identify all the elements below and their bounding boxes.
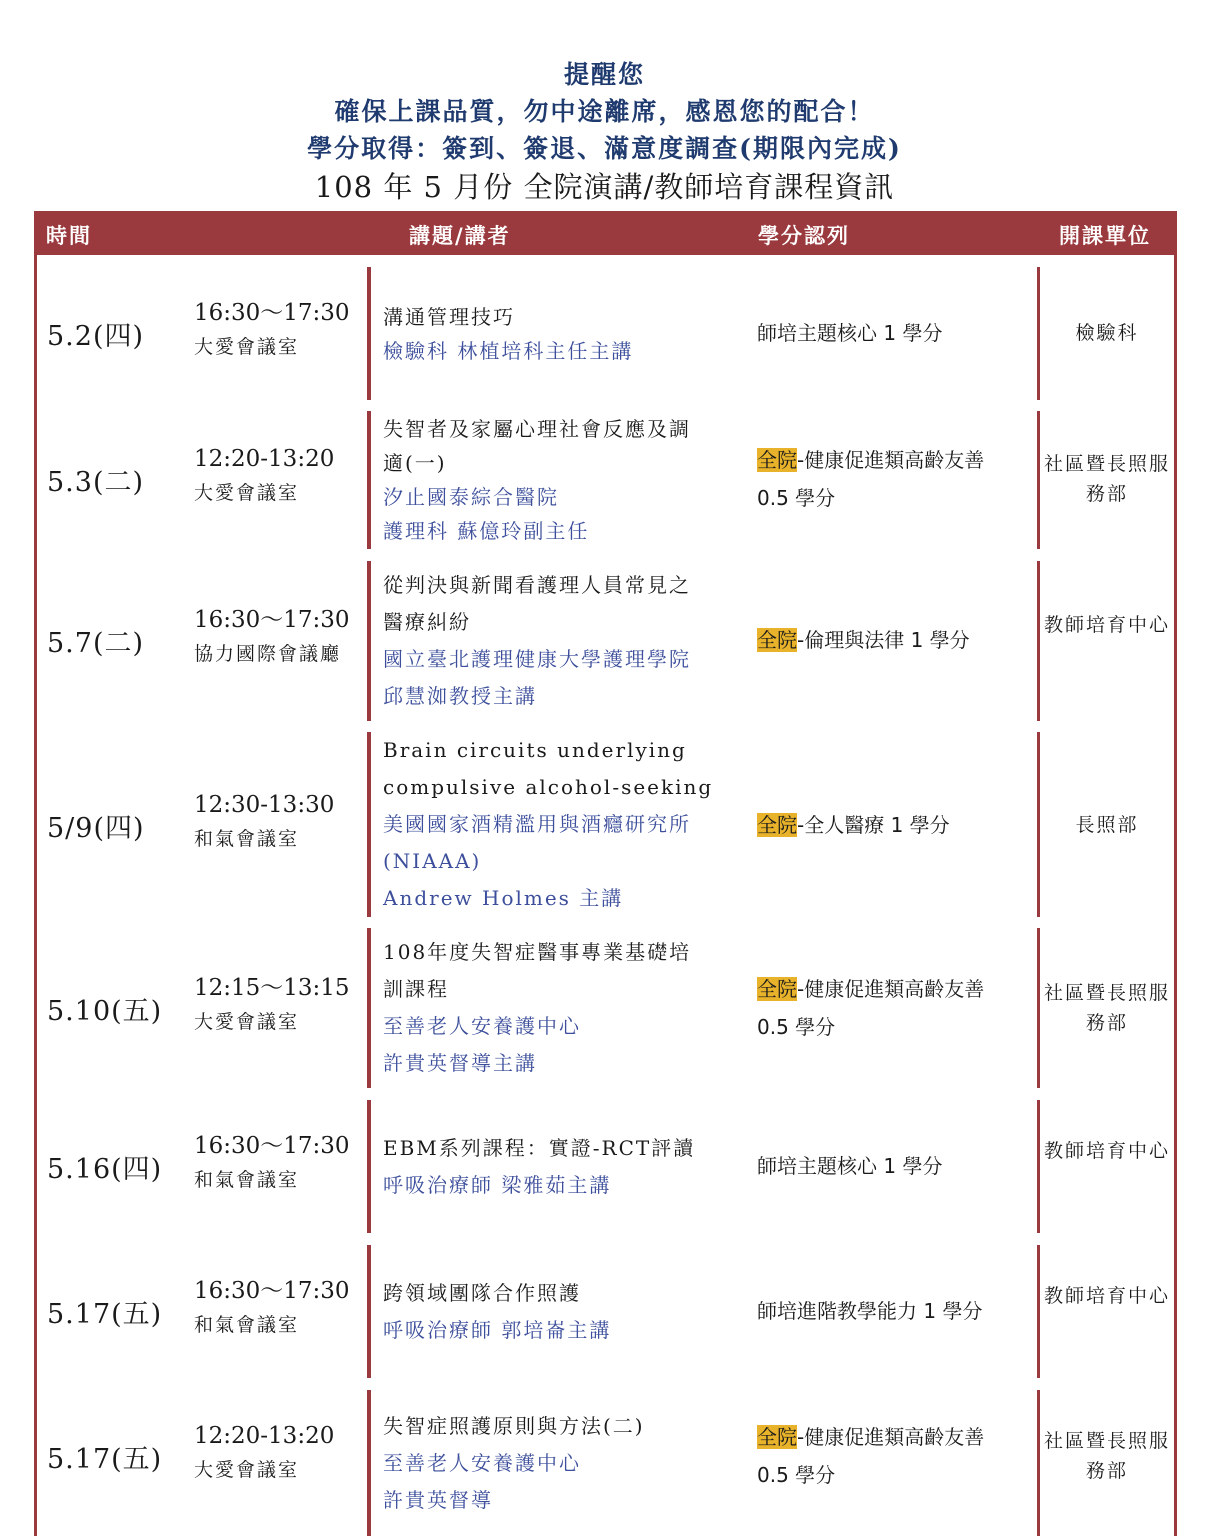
topic-title: EBM系列課程：實證-RCT評讀 [383,1136,696,1160]
credit-info [757,970,1037,1046]
credit-info [757,806,1037,844]
table-row [37,267,1174,400]
course-date: 5.10(五) [47,996,163,1027]
course-date: 5.7(二) [47,628,145,659]
table-row [37,1100,1174,1233]
course-unit: 長照部 [1075,814,1139,836]
course-date: 5.16(四) [47,1154,163,1185]
row-divider [367,1245,371,1378]
speaker: 國立臺北護理健康大學護理學院 [383,647,691,671]
topic-title: 108年度失智症醫事專業基礎培 [383,940,692,964]
speaker: 至善老人安養護中心 [383,1451,581,1475]
topic-title: 醫療糾紛 [383,610,471,634]
course-date: 5.17(五) [47,1444,163,1475]
course-place: 和氣會議室 [194,1169,300,1191]
course-date: 5.17(五) [47,1299,163,1330]
course-topic [383,1130,753,1204]
table-header [34,211,1177,255]
row-divider [1037,732,1040,917]
credit-amount: 0.5 學分 [757,1463,836,1487]
course-topic [383,567,753,715]
course-topic [383,732,753,917]
course-time-place [194,1129,350,1197]
topic-title: 適(一) [383,451,447,475]
topic-title: 失智者及家屬心理社會反應及調 [383,417,691,441]
credit-scope-highlight: 全院 [757,448,797,472]
credit-rule-line: 學分取得：簽到、簽退、滿意度調查(期限內完成) [307,134,902,163]
col-credit: 學分認列 [758,223,850,248]
credit-category: -全人醫療 1 學分 [797,813,950,837]
course-time: 16:30～17:30 [194,1278,350,1304]
course-topic [383,1275,753,1349]
course-place: 大愛會議室 [194,1459,300,1481]
row-divider [367,732,371,917]
table-row [37,1390,1174,1536]
credit-info [757,1418,1037,1494]
course-topic [383,412,753,548]
topic-title: 失智症照護原則與方法(二) [383,1414,645,1438]
speaker: 邱慧洳教授主講 [383,684,537,708]
course-time-place [194,788,334,856]
course-time: 16:30～17:30 [194,607,350,633]
course-time: 16:30～17:30 [194,300,350,326]
credit-amount: 0.5 學分 [757,486,836,510]
credit-info [757,1147,1037,1185]
topic-title: 跨領域團隊合作照護 [383,1281,581,1305]
speaker: 汐止國泰綜合醫院 [383,485,559,509]
speaker: 呼吸治療師 梁雅茹主講 [383,1173,612,1197]
course-time-place [194,1274,350,1342]
course-time-place [194,971,350,1039]
row-divider [1037,411,1040,549]
row-divider [1037,267,1040,400]
topic-title: 溝通管理技巧 [383,305,515,329]
credit-amount: 0.5 學分 [757,1015,836,1039]
course-place: 大愛會議室 [194,482,300,504]
col-time: 時間 [46,223,92,248]
row-divider [367,1390,371,1536]
course-time-place [194,442,334,510]
credit-scope-highlight: 全院 [757,813,797,837]
row-divider [1037,1100,1040,1233]
reminder-heading: 提醒您 [563,60,645,89]
table-row [37,732,1174,917]
col-unit: 開課單位 [1059,223,1151,248]
credit-scope-highlight: 全院 [757,977,797,1001]
course-date: 5/9(四) [47,813,145,844]
course-time: 12:15～13:15 [194,975,350,1001]
course-time: 12:20-13:20 [194,1423,335,1449]
table-row [37,928,1174,1088]
topic-title: compulsive alcohol-seeking [383,775,714,799]
course-time-place [194,296,350,364]
course-unit: 社區暨長照服務部 [1043,1430,1170,1482]
course-unit: 社區暨長照服務部 [1043,453,1170,505]
course-place: 協力國際會議廳 [194,643,342,665]
speaker: 許貴英督導 [383,1488,493,1512]
row-divider [367,1100,371,1233]
credit-category: -健康促進類高齡友善 [797,448,985,472]
course-place: 和氣會議室 [194,828,300,850]
topic-title: 從判決與新聞看護理人員常見之 [383,573,691,597]
course-date: 5.2(四) [47,321,145,352]
course-time: 12:20-13:20 [194,446,335,472]
course-place: 大愛會議室 [194,1011,300,1033]
course-place: 大愛會議室 [194,336,300,358]
course-time: 12:30-13:30 [194,792,335,818]
row-divider [367,561,371,721]
row-divider [1037,928,1040,1088]
credit-category: -健康促進類高齡友善 [797,1425,985,1449]
credit-category: 師培進階教學能力 1 學分 [757,1299,983,1323]
row-divider [1037,1390,1040,1536]
speaker: Andrew Holmes 主講 [383,886,624,910]
credit-scope-highlight: 全院 [757,628,797,652]
credit-category: -倫理與法律 1 學分 [797,628,970,652]
course-topic [383,934,753,1082]
course-time-place [194,1419,334,1487]
row-divider [367,411,371,549]
row-divider [1037,1245,1040,1378]
speaker: 許貴英督導主講 [383,1051,537,1075]
course-time-place [194,603,350,671]
credit-info [757,314,1037,352]
course-unit: 檢驗科 [1075,322,1139,344]
course-date: 5.3(二) [47,467,145,498]
topic-title: Brain circuits underlying [383,738,687,762]
speaker: 護理科 蘇億玲副主任 [383,519,590,543]
credit-scope-highlight: 全院 [757,1425,797,1449]
speaker: 呼吸治療師 郭培崙主講 [383,1318,612,1342]
topic-title: 訓課程 [383,977,449,1001]
course-topic [383,1408,753,1519]
credit-category: 師培主題核心 1 學分 [757,321,943,345]
course-time: 16:30～17:30 [194,1133,350,1159]
course-unit: 教師培育中心 [1043,1285,1170,1307]
course-unit: 社區暨長照服務部 [1043,982,1170,1034]
speaker: (NIAAA) [383,849,482,873]
reminder-line: 確保上課品質，勿中途離席，感恩您的配合！ [334,97,875,126]
credit-info [757,441,1037,517]
course-place: 和氣會議室 [194,1314,300,1336]
table-row [37,1245,1174,1378]
credit-category: 師培主題核心 1 學分 [757,1154,943,1178]
credit-info [757,621,1037,659]
course-unit: 教師培育中心 [1043,614,1170,636]
page-header [0,56,1209,207]
course-topic [383,300,753,368]
col-topic: 講題/講者 [409,223,511,248]
table-row [37,561,1174,721]
speaker: 美國國家酒精濫用與酒癮研究所 [383,812,691,836]
course-table [34,211,1177,1536]
row-divider [367,267,371,400]
credit-category: -健康促進類高齡友善 [797,977,985,1001]
table-row [37,411,1174,549]
credit-info [757,1292,1037,1330]
course-unit: 教師培育中心 [1043,1140,1170,1162]
speaker: 檢驗科 林植培科主任主講 [383,339,634,363]
page-title: 108 年 5 月份 全院演講/教師培育課程資訊 [314,170,895,204]
speaker: 至善老人安養護中心 [383,1014,581,1038]
row-divider [367,928,371,1088]
row-divider [1037,561,1040,721]
